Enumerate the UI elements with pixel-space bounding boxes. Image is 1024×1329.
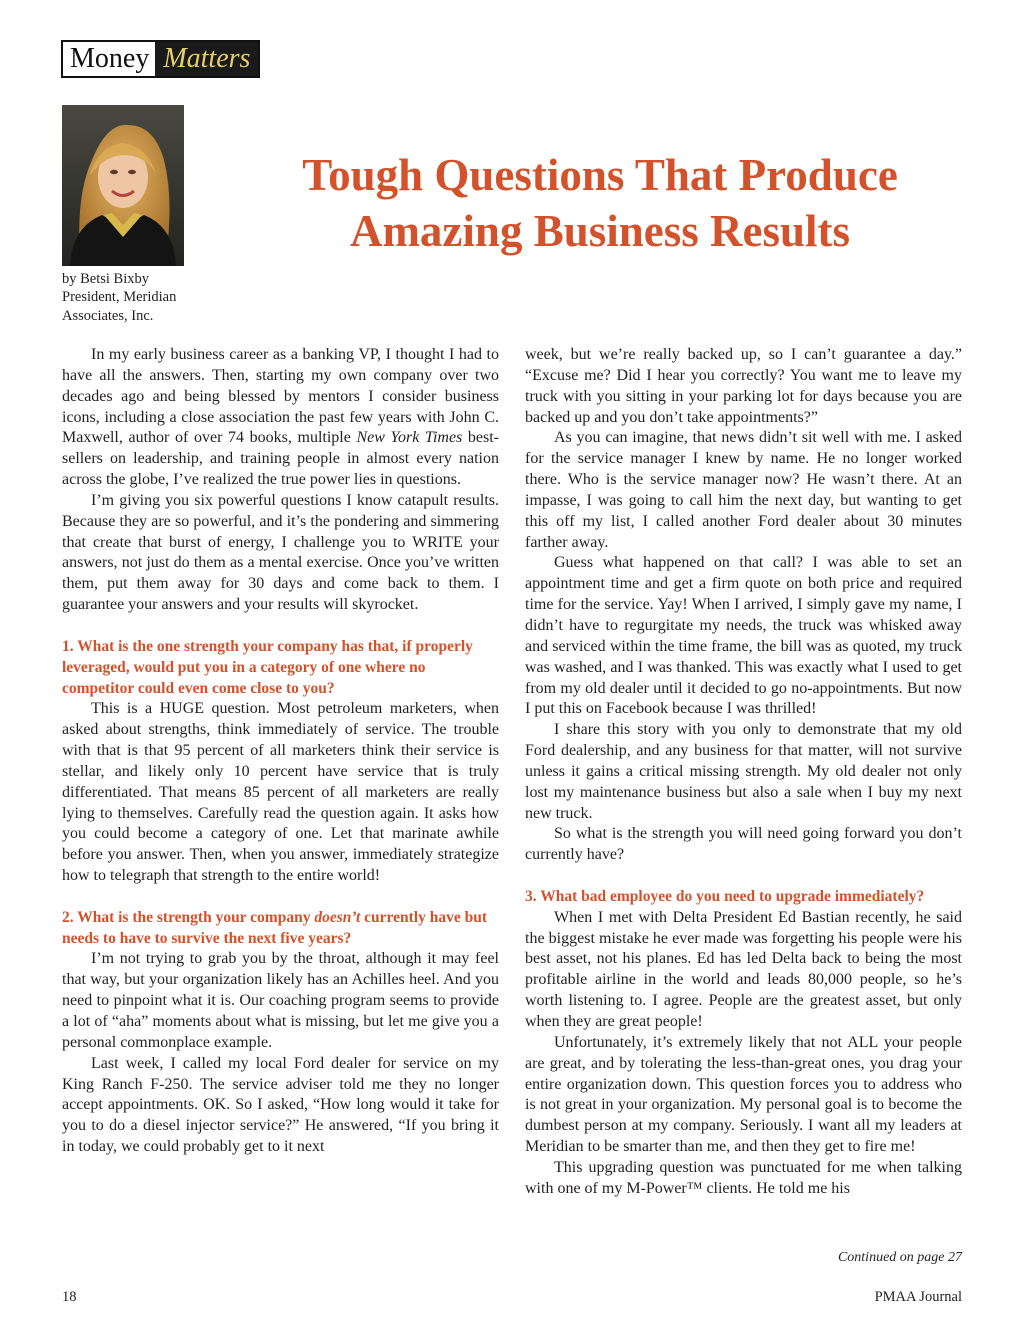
masthead-money: Money [63, 42, 155, 76]
author-portrait-image [62, 105, 184, 266]
byline-company: Associates, Inc. [62, 307, 154, 324]
paragraph: Unfortunately, it’s extremely likely that not ALL your people are great, and by tolerating the less-than-great ones, you drag your entire organization down. This question forces you to address who is not great in your organization. My personal goal is to become the dumbest person at my company. Seriously. I want all my leaders at Meridian to be smarter than me, and then they get to fire me! [525, 1033, 962, 1156]
paragraph: This is a HUGE question. Most petroleum marketers, when asked about strengths, think immediately of service. The trouble with that is that 95 percent of all marketers think their service is stellar, and likely only 10 percent have service that is truly differentiated. That means 85 percent of all marketers are really lying to themselves. Carefully read the question again. It asks how you could become a category of one. Let that marinate awhile before you answer. Then, when you answer, immediately strategize how to telegraph that strength to the entire world! [62, 700, 499, 885]
author-photo [62, 105, 184, 266]
title-line-1: Tough Questions That Produce [302, 150, 898, 200]
paragraph: As you can imagine, that news didn’t sit well with me. I asked for the service manager I knew by name. He no longer worked there. Who is the service manager now? He wasn’t there. At an impasse, I was going to call him the next day, but wanting to get this off my list, I called another Ford dealer about 30 minutes farther away. [525, 429, 962, 551]
question-heading-2: 2. What is the strength your company doesn’t currently have but needs to have to survive the next five years? [62, 908, 488, 947]
publication-name: PMAA Journal [874, 1289, 962, 1305]
page-number: 18 [62, 1289, 77, 1305]
paragraph: Last week, I called my local Ford dealer for service on my King Ranch F-250. The service adviser told me they no longer accept appointments. OK. So I asked, “How long would it take for you to do a diesel injector service?” He answered, “If you bring it in today, we could probably get to it next [62, 1054, 499, 1156]
masthead-matters: Matters [155, 42, 258, 76]
paragraph: When I met with Delta President Ed Bastian recently, he said the biggest mistake he ever made was forgetting his people were his best asset, not his planes. Ed has led Delta back to being the most profitable airline in the world and leads 80,000 people, so he’s worth listening to. I agree. People are the greatest asset, but only when they are great people! [525, 908, 962, 1030]
byline-author: by Betsi Bixby [62, 271, 150, 287]
author-byline [62, 270, 202, 325]
paragraph: week, but we’re really backed up, so I can’t guarantee a day.” “Excuse me? Did I hear you correctly? You want me to leave my truck with you sitting in your parking lot for days because you are backed up and you don’t take appointments?” [525, 346, 962, 426]
paragraph: In my early business career as a banking VP, I thought I had to have all the answers. Then, starting my own company over two decades ago and being blessed by mentors I consider business icons, including a close association the past few years with John C. Maxwell, author of over 74 books, multiple New York Times best-sellers on leadership, and training people in almost every nation across the globe, I’ve realized the true power lies in questions. [62, 346, 500, 489]
paragraph: Guess what happened on that call? I was able to set an appointment time and get a firm quote on both price and required time for the service. Yay! When I arrived, I simply gave my name, I didn’t have to regurgitate my needs, the truck was whisked away and serviced within the time frame, the bill was as quoted, my truck was washed, and I was thanked. This was exactly what I used to get from my old dealer until it decided to go no-appointments. But now I put this on Facebook because I was thrilled! [525, 554, 962, 718]
continued-note: Continued on page 27 [837, 1250, 962, 1265]
question-heading-1: 1. What is the one strength your company has that, if properly leveraged, would put you in a category of one where no competitor could even come close to you? [62, 637, 473, 697]
paragraph: This upgrading question was punctuated for me when talking with one of my M-Power™ clients. He told me his [525, 1158, 962, 1197]
byline-title: President, Meridian [62, 289, 177, 306]
section-masthead [61, 40, 260, 78]
paragraph: I share this story with you only to demonstrate that my old Ford dealership, and any business for that matter, will not survive unless it gains a critical missing strength. My old dealer not only lost my maintenance business but also a sale when I buy my next new truck. [525, 721, 962, 822]
paragraph: I’m giving you six powerful questions I know catapult results. Because they are so powerful, and it’s the pondering and simmering that create that burst of energy, I challenge you to WRITE your answers, not just do them as a mental exercise. Once you’ve written them, put them away for 30 days and come back to them. I guarantee your answers and your results will skyrocket. [62, 491, 499, 614]
title-line-2: Amazing Business Results [349, 206, 851, 256]
paragraph: I’m not trying to grab you by the throat, although it may feel that way, but your organization likely has an Achilles heel. And you need to pinpoint what it is. Our coaching program seems to provide a lot of “aha” moments about what is missing, but let me give you a personal commonplace example. [62, 950, 499, 1051]
article-column-right [525, 345, 962, 1200]
article-column-left [62, 345, 499, 1158]
article-title [230, 147, 970, 259]
question-heading-3: 3. What bad employee do you need to upgrade immediately? [525, 887, 925, 905]
paragraph: So what is the strength you will need going forward you don’t currently have? [525, 825, 962, 864]
